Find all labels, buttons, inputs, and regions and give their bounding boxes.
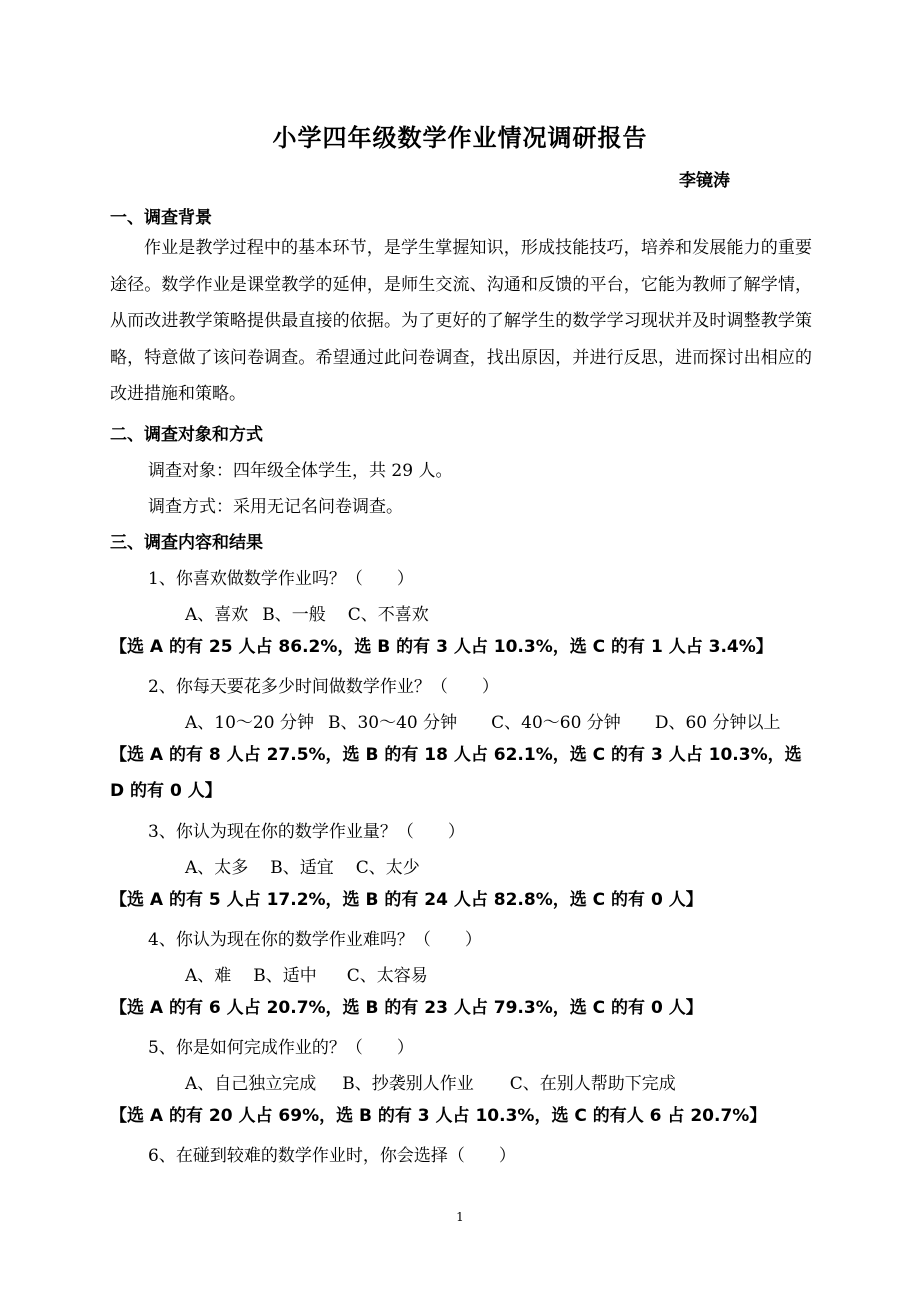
survey-target: 调查对象：四年级全体学生，共 29 人。 [148,461,453,481]
option-a: A、喜欢 [185,605,249,625]
question-1: 1、你喜欢做数学作业吗？（ ） [148,569,414,589]
option-c: C、在别人帮助下完成 [509,1074,676,1094]
question-2: 2、你每天要花多少时间做数学作业？（ ） [148,677,499,697]
option-c: C、不喜欢 [347,605,429,625]
question-3: 3、你认为现在你的数学作业量？（ ） [148,822,465,842]
option-a: A、难 [185,966,232,986]
option-a: A、自己独立完成 [185,1074,317,1094]
question-3-result: 【选 A 的有 5 人占 17.2%，选 B 的有 24 人占 82.8%，选 C 的有 0 人】 [110,890,703,910]
question-4: 4、你认为现在你的数学作业难吗？（ ） [148,930,482,950]
question-5-options [185,1069,676,1094]
question-5: 5、你是如何完成作业的？（ ） [148,1038,414,1058]
author-name: 李镜涛 [679,171,730,191]
survey-method: 调查方式：采用无记名问卷调查。 [148,497,403,517]
question-1-result: 【选 A 的有 25 人占 86.2%，选 B 的有 3 人占 10.3%，选 C 的有 1 人占 3.4%】 [110,637,773,657]
option-d: D、60 分钟以上 [654,713,781,733]
question-2-result: 【选 A 的有 8 人占 27.5%，选 B 的有 18 人占 62.1%，选 C 的有 3 人占 10.3%，选 D 的有 0 人】 [110,745,802,801]
option-b: B、抄袭别人作业 [342,1074,474,1094]
section-heading-content: 三、调查内容和结果 [110,533,263,553]
option-c: C、40～60 分钟 [491,713,621,733]
page-number: 1 [456,1210,464,1224]
option-b: B、适中 [253,966,317,986]
option-b: B、一般 [262,605,326,625]
option-a: A、太多 [185,858,249,878]
section-heading-background: 一、调查背景 [110,208,212,228]
section-heading-subject: 二、调查对象和方式 [110,425,263,445]
question-4-options [185,961,428,986]
option-c: C、太少 [355,858,420,878]
question-4-result: 【选 A 的有 6 人占 20.7%，选 B 的有 23 人占 79.3%，选 C 的有 0 人】 [110,998,703,1018]
document-title: 小学四年级数学作业情况调研报告 [272,124,648,152]
question-2-options [185,708,780,733]
question-3-options [185,853,420,878]
option-b: B、适宜 [270,858,334,878]
question-5-result: 【选 A 的有 20 人占 69%，选 B 的有 3 人占 10.3%，选 C 的有人 6 占 20.7%】 [110,1106,767,1126]
option-c: C、太容易 [346,966,428,986]
option-b: B、30～40 分钟 [327,713,458,733]
option-a: A、10～20 分钟 [185,713,314,733]
question-1-options [185,600,429,625]
background-paragraph: 作业是教学过程中的基本环节，是学生掌握知识，形成技能技巧，培养和发展能力的重要途径。数学作业是课堂教学的延伸，是师生交流、沟通和反馈的平台，它能为教师了解学情，从而改进教学策略提供最直接的依据。为了更好的了解学生的数学学习现状并及时调整教学策略，特意做了该问卷调查。希望通过此问卷调查，找出原因，并进行反思，进而探讨出相应的改进措施和策略。 [110,238,812,404]
question-6: 6、在碰到较难的数学作业时，你会选择（ ） [148,1146,516,1166]
